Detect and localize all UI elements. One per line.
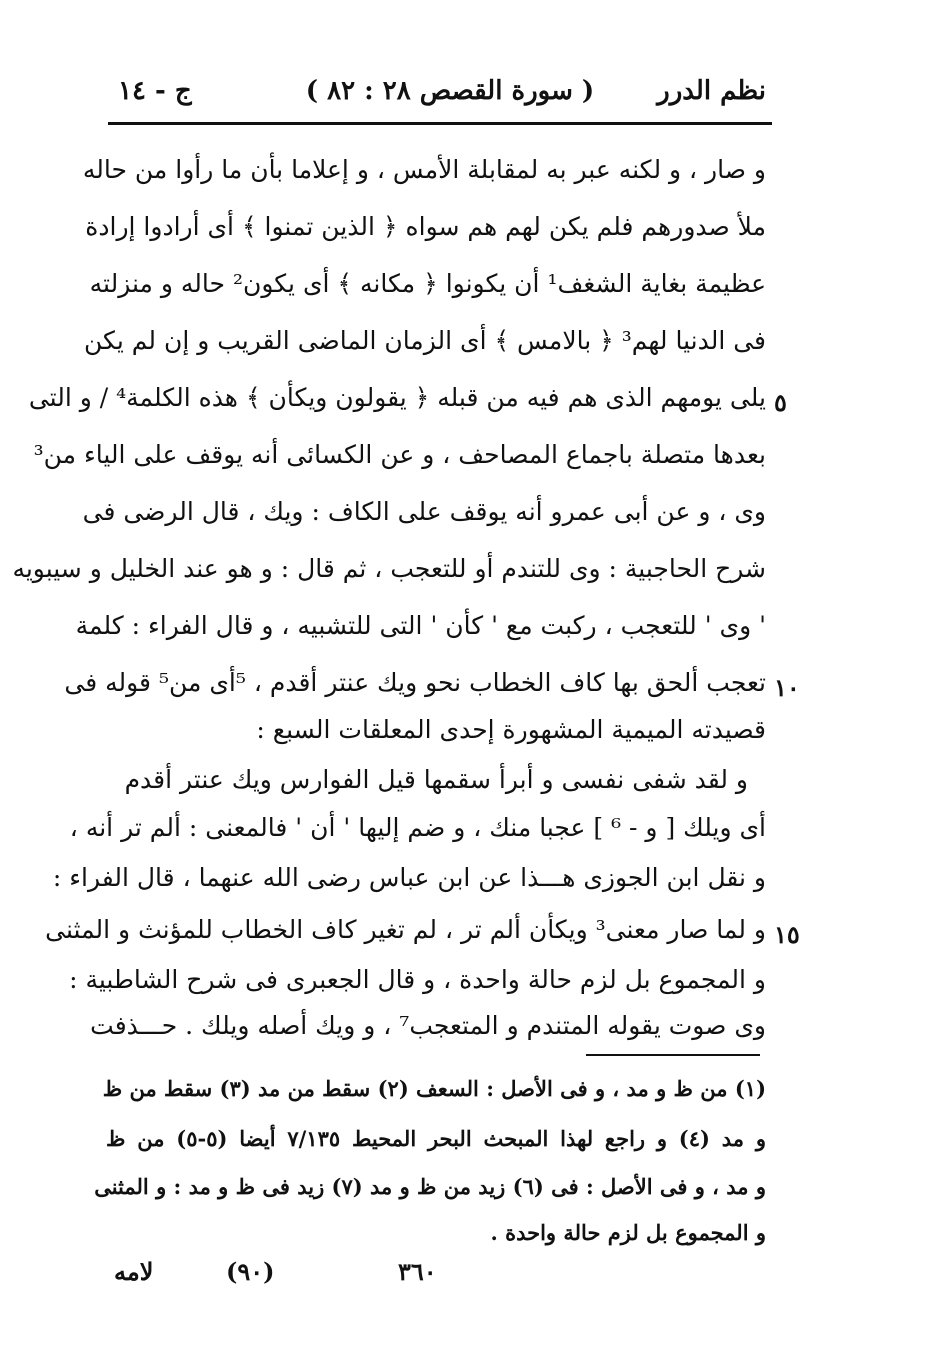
text-line: و المجموع بل لزم حالة واحدة ، و قال الجعبرى فى شرح الشاطبية : — [69, 965, 766, 994]
footnote-line: و المجموع بل لزم حالة واحدة . — [490, 1220, 766, 1245]
footnote-line: و مد (٤) و راجع لهذا المبحث البحر المحيط ٧/١٣٥ أيضا (٥-٥) من ظ — [106, 1126, 766, 1151]
footnote-line: (١) من ظ و مد ، و فى الأصل : السعف (٢) سقط من مد (٣) سقط من ظ — [102, 1076, 766, 1101]
page-number: ٣٦٠ — [398, 1257, 437, 1286]
catchword: لامه — [114, 1257, 154, 1286]
signature-mark: (٩٠) — [226, 1257, 275, 1286]
text-line: فى الدنيا لهم³ ﴿ بالامس ﴾ أى الزمان الماضى القريب و إن لم يكن — [84, 326, 766, 355]
text-line: بعدها متصلة باجماع المصاحف ، و عن الكسائى أنه يوقف على الياء من³ — [33, 440, 766, 469]
text-line: تعجب ألحق بها كاف الخطاب نحو ويك عنتر أقدم ، ⁵أى من⁵ قوله فى — [64, 668, 766, 697]
text-line: شرح الحاجبية : وى للتندم أو للتعجب ، ثم قال : و هو عند الخليل و سيبويه — [12, 554, 766, 583]
verse-line: و لقد شفى نفسى و أبرأ سقمها قيل الفوارس ويك عنتر أقدم — [124, 765, 748, 794]
text-line: عظيمة بغاية الشغف¹ أن يكونوا ﴿ مكانه ﴾ أى يكون² حاله و منزلته — [89, 269, 766, 298]
text-line: ملأ صدورهم فلم يكن لهم هم سواه ﴿ الذين تمنوا ﴾ أى أرادوا إرادة — [85, 212, 766, 241]
line-number-5: ٥ — [774, 388, 787, 417]
footnote-line: و مد ، و فى الأصل : فى (٦) زيد من ظ و مد (٧) زيد فى ظ و مد : و المثنى — [94, 1174, 766, 1199]
text-line: و لما صار معنى³ ويكأن ألم تر ، لم تغير كاف الخطاب للمؤنث و المثنى — [45, 915, 766, 944]
text-line: وى صوت يقوله المتندم و المتعجب⁷ ، و ويك أصله ويلك . حـــذفت — [90, 1011, 766, 1040]
footnote-rule — [586, 1054, 760, 1056]
header-rule — [108, 122, 772, 125]
text-line: أى ويلك [ و - ⁶ ] عجبا منك ، و ضم إليها ' أن ' فالمعنى : ألم تر أنه ، — [69, 813, 766, 842]
running-header-surah-reference: ( سورة القصص ٢٨ : ٨٢ ) — [305, 76, 595, 106]
text-line: و نقل ابن الجوزى هـــذا عن ابن عباس رضى الله عنهما ، قال الفراء : — [52, 863, 766, 892]
text-line: وى ، و عن أبى عمرو أنه يوقف على الكاف : ويك ، قال الرضى فى — [82, 497, 766, 526]
text-line: و صار ، و لكنه عبر به لمقابلة الأمس ، و إعلاما بأن ما رأوا من حاله — [82, 155, 766, 184]
line-number-10: ١٠ — [774, 673, 800, 702]
text-line: يلى يومهم الذى هم فيه من قبله ﴿ يقولون ويكأن ﴾ هذه الكلمة⁴ / و التى — [28, 383, 766, 412]
text-line: ' وى ' للتعجب ، ركبت مع ' كأن ' التى للتشبيه ، و قال الفراء : كلمة — [75, 611, 766, 640]
line-number-15: ١٥ — [774, 920, 800, 949]
running-header-book-title: نظم الدرر — [657, 76, 766, 106]
running-header-volume: ج - ١٤ — [118, 76, 192, 106]
text-line: قصيدته الميمية المشهورة إحدى المعلقات السبع : — [256, 715, 766, 744]
